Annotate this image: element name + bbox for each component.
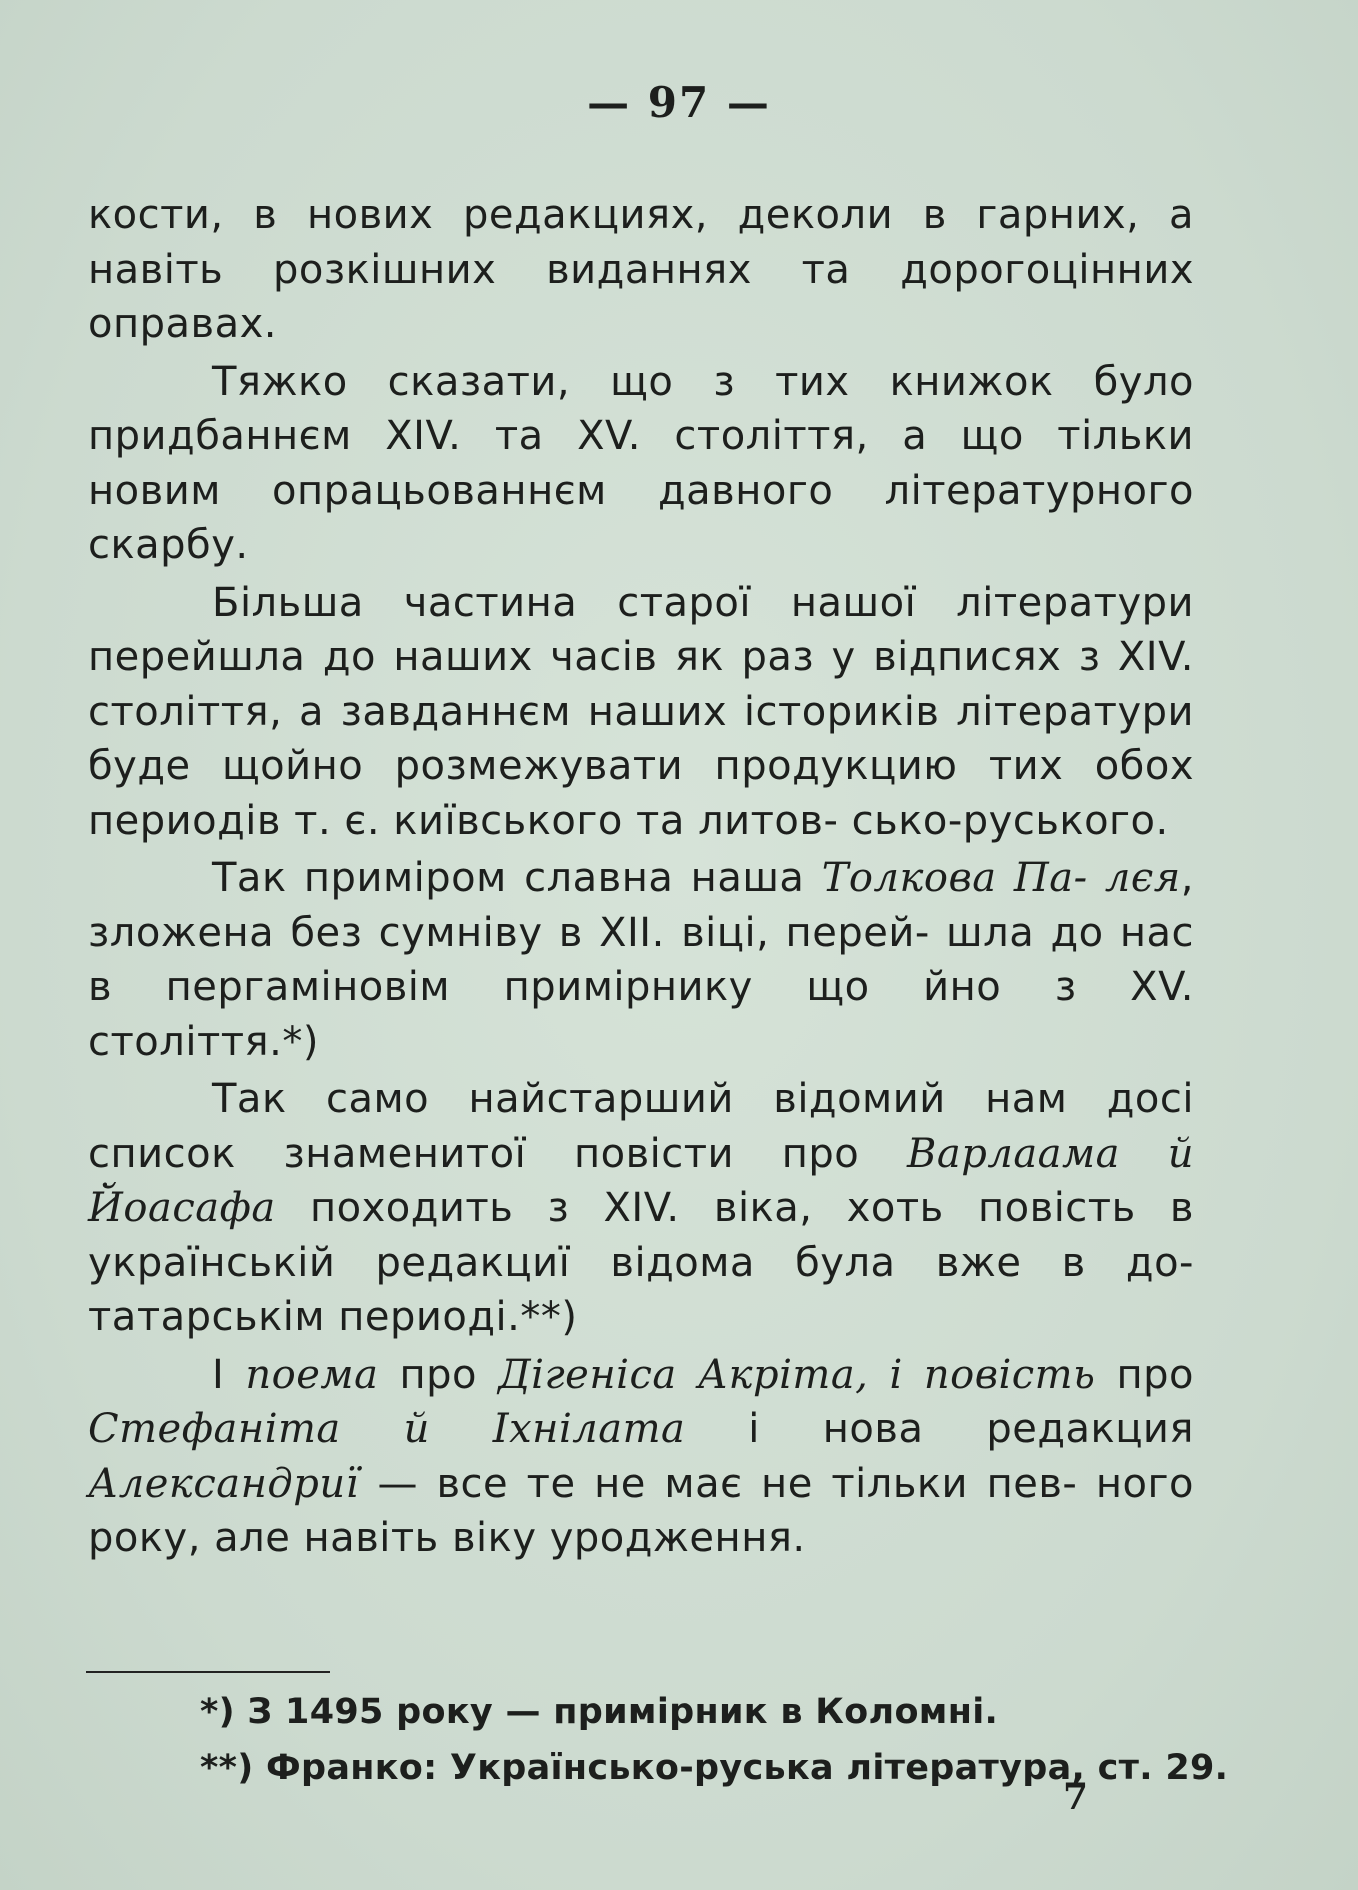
text-line: Тяжко сказати, що з тих книжок було: [212, 358, 1194, 405]
paragraph-4: [88, 851, 1194, 1069]
text-line: лєя, зложена без сумніву в XII. віці, перей-: [88, 855, 1194, 956]
text-line: новим опрацьованнєм давного літературного: [88, 467, 1194, 514]
footnote-1: *) З 1495 року — примірник в Коломні.: [200, 1692, 999, 1732]
signature-mark: 7: [1063, 1776, 1089, 1818]
text-line: перейшла до наших часів як раз у відписях: [88, 634, 1062, 680]
text-line: Більша частина старої нашої літератури: [212, 579, 1194, 626]
text-line: татарськім периоді.**): [88, 1294, 578, 1340]
paragraph-3: [88, 576, 1194, 849]
text-line: Александриї — все те не має не тільки пев-: [88, 1460, 1078, 1507]
text-line: про Стефаніта й Іхнілата і нова редакция: [88, 1351, 1194, 1452]
footnotes: [200, 1684, 1229, 1796]
text-line: скарбу.: [88, 522, 249, 568]
text-line: йно з XV. століття.*): [88, 964, 1194, 1065]
text-line: Йоасафа походить з XIV. віка, хоть повість: [88, 1185, 1136, 1231]
paragraph-5: [88, 1072, 1194, 1345]
page-number-header: — 97 —: [587, 78, 771, 127]
text-line: І поема про Дігеніса Акріта, і повість: [212, 1351, 1096, 1398]
text-line: ного року, але навіть віку уродження.: [88, 1460, 1195, 1561]
text-line: придбаннєм XIV. та XV. століття, а що тільки: [88, 413, 1194, 459]
text-line: а навіть розкішних виданнях та дорогоцінних: [88, 192, 1195, 293]
paragraph-1: [88, 188, 1194, 352]
text-line: Так приміром славна наша Толкова Па-: [212, 855, 1088, 901]
text-line: шла до нас в пергаміновім примірнику що: [88, 909, 1195, 1010]
paragraph-6: [88, 1348, 1194, 1566]
text-line: в українській редакциї відома була вже в до-: [88, 1185, 1194, 1286]
footnote-2: **) Франко: Українсько-руська література, ст. 29.: [200, 1748, 1229, 1788]
text-line: з XIV. століття, а завданнєм наших істориків: [88, 634, 1194, 735]
text-line: кости, в нових редакциях, деколи в гарних,: [88, 192, 1140, 238]
body-text: [88, 188, 1194, 1566]
text-line: Так само найстарший відомий нам досі: [212, 1076, 1194, 1122]
text-line: літератури буде щойно розмежувати продукцию: [88, 688, 1195, 789]
text-line: сько-руського.: [851, 797, 1169, 844]
paragraph-2: [88, 355, 1194, 573]
text-line: тих обох периодів т. є. київського та литов-: [88, 743, 1194, 844]
footnote-divider: [86, 1671, 330, 1673]
text-line: список знаменитої повісти про Варлаама й: [88, 1130, 1194, 1177]
text-line: оправах.: [88, 301, 277, 347]
